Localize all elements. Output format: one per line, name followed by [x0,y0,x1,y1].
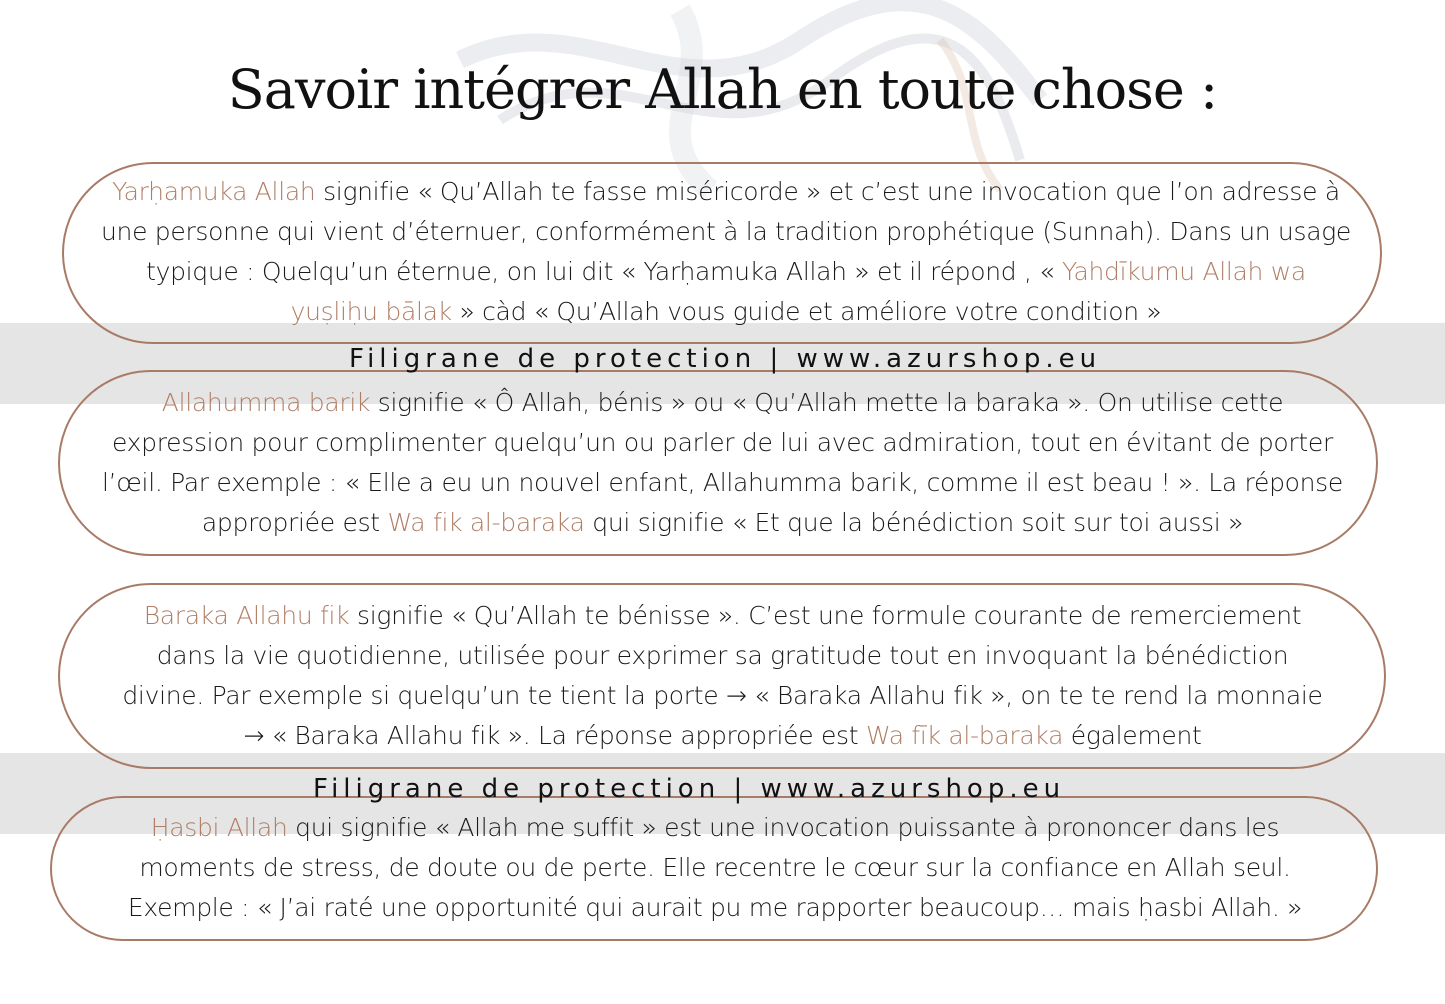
body-text: signifie « Ô Allah, bénis » ou « Qu’Allah mette la baraka ». On utilise cette expression pour complimenter quelqu’un ou parler de lui avec admiration, tout en évitant de porter l’œil. Par exemple : « Elle a eu un nouvel enfant, Allahumma barik, comme il est beau ! ». La réponse appropriée est [101,388,1343,537]
card-allahumma-barik [95,383,1350,543]
body-text: qui signifie « Allah me suffit » est une invocation puissante à prononcer dans les moments de stress, de doute ou de perte. Elle recentre le cœur sur la confiance en Allah seul. Exemple : « J’ai raté une opportunité qui aurait pu me rapporter beaucoup… mais ḥasbi Allah. » [127,813,1303,922]
watermark-text: Filigrane de protection | www.azurshop.eu [349,344,1102,374]
highlighted-term: Yarḥamuka Allah [112,177,316,206]
highlighted-term: Wa fik al-baraka [387,508,585,537]
highlighted-term: Baraka Allahu fik [143,601,350,630]
highlighted-term: Wa fīk al-baraka [865,721,1064,750]
body-text: signifie « Qu’Allah te bénisse ». C’est une formule courante de remerciement dans la vie quotidienne, utilisée pour exprimer sa gratitude tout en invoquant la bénédiction divine. Par exemple si quelqu’un te tient la porte → « Baraka Allahu fik », on te te rend la monnaie → « Baraka Allahu fik ». La réponse appropriée est [122,601,1323,750]
body-text: signifie « Qu’Allah te fasse miséricorde » et c’est une invocation que l’on adresse à une personne qui vient d’éternuer, conformément à la tradition prophétique (Sunnah). Dans un usage typique : Quelqu’un éternue, on lui dit « Yarḥamuka Allah » et il répond , « [100,177,1352,286]
page-title: Savoir intégrer Allah en toute chose : [227,58,1218,121]
body-text: qui signifie « Et que la bénédiction soit sur toi aussi » [584,508,1244,537]
body-text: également [1063,721,1202,750]
highlighted-term: Yahdīkumu Allah wa yuṣliḥu bālak [290,257,1306,326]
card-yarhamuka [100,172,1352,332]
highlighted-term: Allahumma barik [161,388,371,417]
watermark-text: Filigrane de protection | www.azurshop.eu [313,774,1066,804]
highlighted-term: Ḥasbi Allah [150,813,288,842]
card-baraka-allahu-fik [115,596,1330,756]
body-text: » càd « Qu’Allah vous guide et améliore votre condition » [451,297,1162,326]
card-hasbi-allah [95,808,1335,928]
